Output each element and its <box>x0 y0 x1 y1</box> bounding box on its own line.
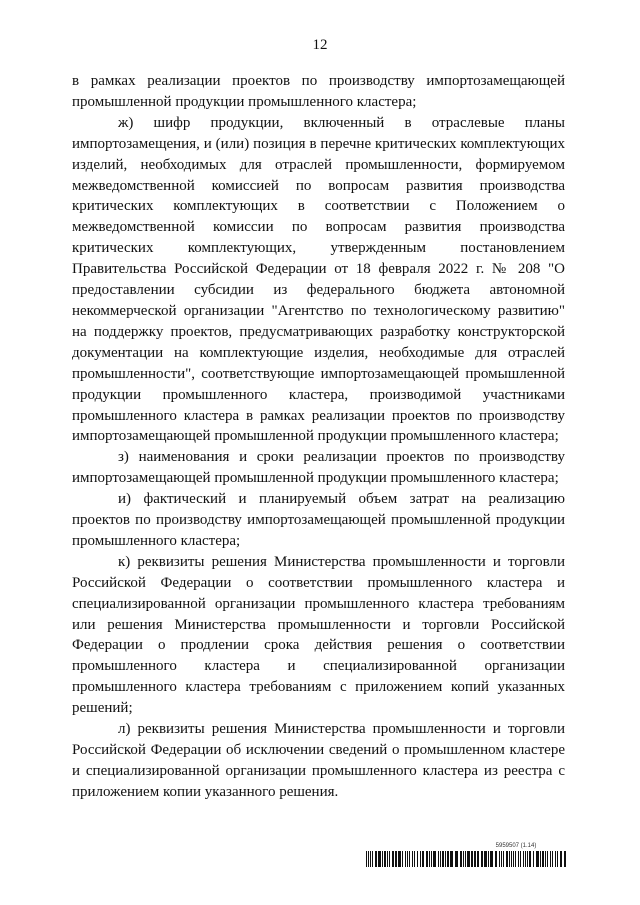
paragraph-item-z: з) наименования и сроки реализации проектов по производству импортозамещающей промышленной продукции промышленного кластера; <box>72 449 565 487</box>
barcode-icon <box>366 851 566 867</box>
page-number: 12 <box>312 37 328 53</box>
paragraph-continuation: в рамках реализации проектов по производству импортозамещающей промышленной продукции промышленного кластера; <box>72 73 565 110</box>
paragraph-item-k: к) реквизиты решения Министерства промышленности и торговли Российской Федерации о соответствии промышленного кластера и специализированной организации промышленного кластера требованиям или решения Министерства промышленности и торговли Российской Федерации о продлении срока действия решения о соответствии промышленного кластера и специализированной организации промышленного кластера требованиям с приложением копий указанных решений; <box>72 553 565 717</box>
document-body <box>72 71 565 803</box>
paragraph-item-l: л) реквизиты решения Министерства промышленности и торговли Российской Федерации об исключении сведений о промышленном кластере и специализированной организации промышленного кластера из реестра с приложением копии указанного решения. <box>72 721 565 800</box>
document-code: 5959507 (1.14) <box>495 843 537 849</box>
paragraph-item-zh: ж) шифр продукции, включенный в отраслевые планы импортозамещения, и (или) позиция в перечне критических комплектующих изделий, необходимых для отраслей промышленности, формируемом межведомственной комиссией по вопросам развития производства критических комплектующих в соответствии с Положением о межведомственной комиссии по вопросам развития производства критических комплектующих, утвержденным постановлением Правительства Российской Федерации от 18 февраля 2022 г. № 208 "О предоставлении субсидии из федерального бюджета автономной некоммерческой организации "Агентство по технологическому развитию" на поддержку проектов, предусматривающих разработку конструкторской документации на комплектующие изделия, необходимые для отраслей промышленности", соответствующие импортозамещающей промышленной продукции промышленного кластера, производимой участниками промышленного кластера в рамках реализации проектов по производству импортозамещающей промышленной продукции промышленного кластера; <box>72 114 565 445</box>
paragraph-item-i: и) фактический и планируемый объем затрат на реализацию проектов по производству импортозамещающей промышленной продукции промышленного кластера; <box>72 491 565 549</box>
